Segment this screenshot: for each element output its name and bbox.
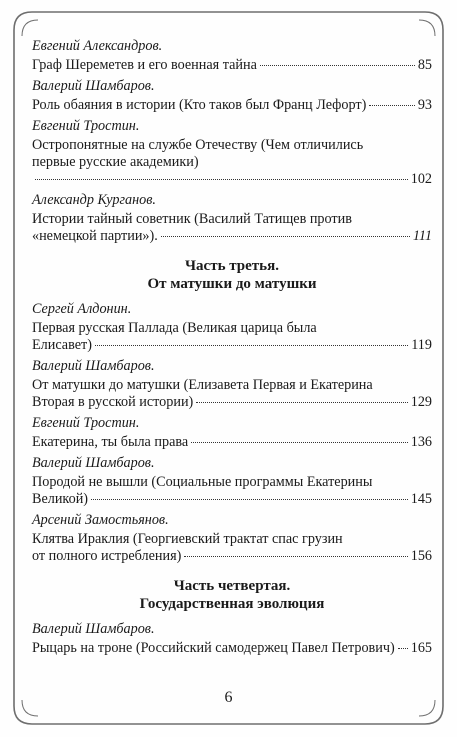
- entry-title-last-line: [32, 640, 432, 657]
- toc-entry: [32, 512, 432, 565]
- entry-author: Александр Курганов.: [32, 192, 156, 208]
- entry-author: Валерий Шамбаров.: [32, 78, 155, 94]
- entry-title-line: Породой не вышли (Социальные программы Екатерины: [32, 474, 373, 490]
- dot-leader: [91, 499, 408, 500]
- entry-title-last-line: [32, 548, 432, 565]
- entry-page-number: 129: [410, 394, 432, 410]
- dot-leader: [398, 648, 408, 649]
- entry-title-last-line: [32, 491, 432, 508]
- dot-leader: [35, 179, 408, 180]
- part-three-heading: Часть третья. От матушки до матушки: [147, 258, 317, 292]
- entry-page-number: 93: [417, 97, 432, 113]
- table-of-contents: [32, 38, 432, 661]
- entry-title-last-line: [32, 337, 432, 354]
- entry-author: Сергей Алдонин.: [32, 301, 132, 317]
- entry-author: Валерий Шамбаров.: [32, 621, 155, 637]
- entry-title-last-line: [32, 434, 432, 451]
- toc-entry: [32, 78, 432, 114]
- entry-title-last-line: [32, 394, 432, 411]
- entry-page-number: 165: [410, 640, 432, 656]
- entry-page-number: 85: [417, 57, 432, 73]
- dot-leader: [191, 442, 408, 443]
- entry-author: Евгений Тростин.: [32, 118, 140, 134]
- toc-section-part3-entries: [32, 301, 432, 565]
- entry-page-number: 102: [410, 171, 432, 187]
- entry-title-text: «немецкой партии»).: [32, 228, 158, 244]
- toc-entry: [32, 415, 432, 451]
- entry-page-number: 156: [410, 548, 432, 564]
- entry-title-line: Первая русская Паллада (Великая царица была: [32, 320, 317, 336]
- entry-title-text: Вторая в русской истории): [32, 394, 194, 410]
- entry-title-line: первые русские академики): [32, 154, 199, 170]
- entry-title-line: От матушки до матушки (Елизавета Первая и Екатерина: [32, 377, 373, 393]
- dot-leader: [95, 345, 408, 346]
- toc-section-part2-entries: [32, 38, 432, 245]
- entry-author: Евгений Тростин.: [32, 415, 140, 431]
- toc-section-part4-entries: [32, 621, 432, 657]
- part-four-heading: Часть четвертая. Государственная эволюция: [139, 578, 325, 612]
- entry-title-text: Елисавет): [32, 337, 92, 353]
- entry-author: Валерий Шамбаров.: [32, 455, 155, 471]
- dot-leader: [161, 236, 410, 237]
- toc-entry: [32, 118, 432, 188]
- entry-page-number: 111: [412, 228, 432, 244]
- toc-entry: [32, 38, 432, 74]
- entry-title-text: Граф Шереметев и его военная тайна: [32, 57, 257, 73]
- entry-title-line: Клятва Ираклия (Георгиевский трактат спас грузин: [32, 531, 343, 547]
- entry-title-last-line: [32, 228, 432, 245]
- toc-entry: [32, 358, 432, 411]
- entry-title-text: Екатерина, ты была права: [32, 434, 189, 450]
- entry-title-text: Рыцарь на троне (Российский самодержец Павел Петрович): [32, 640, 395, 656]
- entry-title-text: Великой): [32, 491, 89, 507]
- dot-leader: [369, 105, 415, 106]
- entry-title-line: Истории тайный советник (Василий Татищев против: [32, 211, 352, 227]
- dot-leader: [184, 556, 407, 557]
- toc-entry: [32, 301, 432, 354]
- entry-title-last-line: [32, 57, 432, 74]
- entry-author: Евгений Александров.: [32, 38, 163, 54]
- entry-page-number: 119: [411, 337, 432, 353]
- entry-page-number: 145: [410, 491, 432, 507]
- dot-leader: [260, 65, 415, 66]
- entry-title-text: от полного истребления): [32, 548, 182, 564]
- toc-entry: [32, 192, 432, 245]
- entry-author: Арсений Замостьянов.: [32, 512, 169, 528]
- entry-title-line: Остропонятные на службе Отечеству (Чем отличились: [32, 137, 364, 153]
- toc-entry: [32, 621, 432, 657]
- page-number: 6: [224, 689, 233, 706]
- entry-title-text: Роль обаяния в истории (Кто таков был Франц Лефорт): [32, 97, 367, 113]
- dot-leader: [196, 402, 407, 403]
- entry-title-last-line: [32, 97, 432, 114]
- entry-author: Валерий Шамбаров.: [32, 358, 155, 374]
- entry-title-last-line: [32, 171, 432, 188]
- toc-entry: [32, 455, 432, 508]
- entry-page-number: 136: [410, 434, 432, 450]
